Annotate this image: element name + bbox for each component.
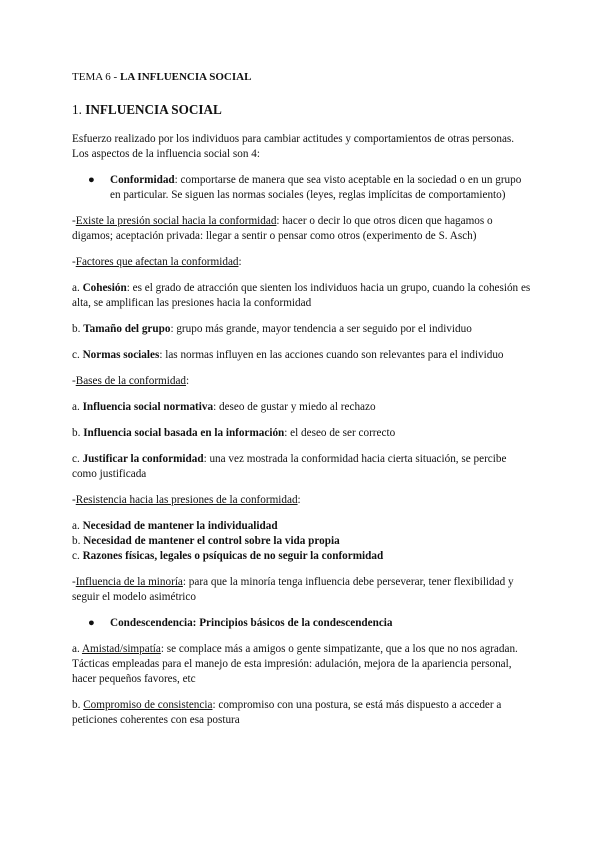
base-a: a. Influencia social normativa: deseo de gustar y miedo al rechazo: [72, 401, 376, 413]
intro-paragraph: Esfuerzo realizado por los individuos para cambiar actitudes y comportamientos de otras personas. Los aspectos de la influencia social son 4:: [72, 133, 515, 160]
list-item: c. Razones físicas, legales o psíquicas de no seguir la conformidad: [72, 550, 384, 562]
cond-b: b. Compromiso de consistencia: compromiso con una postura, se está más dispuesto a acceder a peticiones coherentes con esa postura: [72, 699, 502, 726]
minoria-paragraph: -Influencia de la minoría: para que la minoría tenga influencia debe perseverar, tener flexibilidad y seguir el modelo asimétrico: [72, 576, 514, 603]
bases-heading: -Bases de la conformidad:: [72, 375, 190, 387]
bullet-condescendencia: ● Condescendencia: Principios básicos de la condescendencia: [88, 617, 393, 629]
bullet-conformidad: ● Conformidad: comportarse de manera que sea visto aceptable en la sociedad o en un grupo en particular. Se siguen las normas sociales (leyes, reglas implícitas de comportamiento): [88, 174, 522, 201]
factores-heading: -Factores que afectan la conformidad:: [72, 256, 242, 268]
list-item: b. Necesidad de mantener el control sobre la vida propia: [72, 535, 340, 547]
factor-b: b. Tamaño del grupo: grupo más grande, mayor tendencia a ser seguido por el individuo: [72, 323, 472, 335]
section-heading: 1. INFLUENCIA SOCIAL: [72, 102, 222, 117]
cond-a: a. Amistad/simpatía: se complace más a amigos o gente simpatizante, que a los que no nos agradan. Tácticas empleadas para el manejo de esta impresión: adulación, mejora de la apariencia personal, hacer pequeños favores, etc: [72, 643, 518, 685]
list-item: a. Necesidad de mantener la individualidad: [72, 520, 278, 532]
bullet-dot-icon: ●: [88, 617, 95, 629]
document-page: [72, 70, 532, 728]
factor-a: a. Cohesión: es el grado de atracción que sienten los individuos hacia un grupo, cuando la cohesión es alta, se amplifican las presiones hacia la conformidad: [72, 282, 531, 309]
presion-paragraph: -Existe la presión social hacia la conformidad: hacer o decir lo que otros dicen que hagamos o digamos; aceptación privada: llegar a sentir o pensar como otros (experimento de S. Asch): [72, 215, 493, 242]
bullet-dot-icon: ●: [88, 174, 95, 186]
base-c: c. Justificar la conformidad: una vez mostrada la conformidad hacia cierta situación, se percibe como justificada: [72, 453, 507, 480]
resistencia-list: [72, 519, 532, 564]
base-b: b. Influencia social basada en la información: el deseo de ser correcto: [72, 427, 396, 439]
resistencia-heading: -Resistencia hacia las presiones de la conformidad:: [72, 494, 301, 506]
document-title: TEMA 6 - LA INFLUENCIA SOCIAL: [72, 71, 252, 83]
factor-c: c. Normas sociales: las normas influyen en las acciones cuando son relevantes para el individuo: [72, 349, 504, 361]
